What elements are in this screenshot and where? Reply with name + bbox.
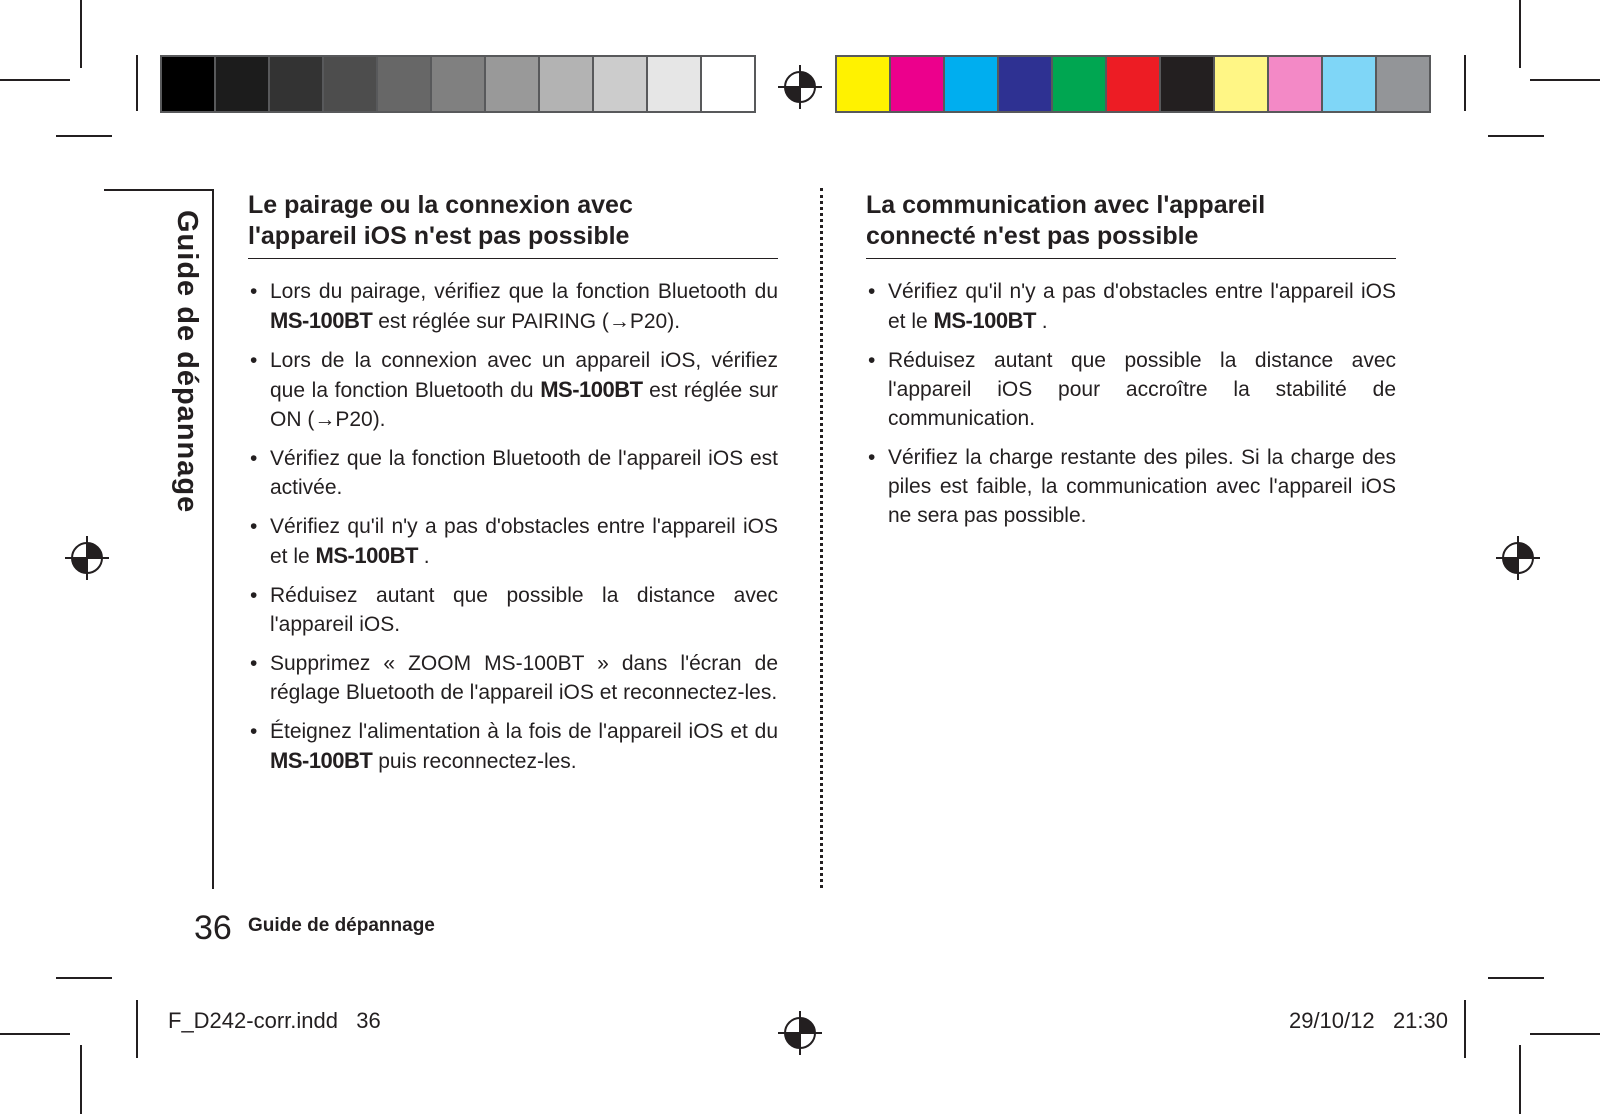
right-bullet-list — [866, 277, 1396, 530]
list-item: • Vérifiez que la fonction Bluetooth de l'appareil iOS est activée. — [248, 444, 778, 502]
footer-section-label: Guide de dépannage — [248, 915, 435, 936]
list-item: • Réduisez autant que possible la distance avec l'appareil iOS. — [248, 581, 778, 639]
list-item: • Réduisez autant que possible la distance avec l'appareil iOS pour accroître la stabilité de communication. — [866, 346, 1396, 433]
color-swatch — [1269, 57, 1321, 111]
color-swatch — [324, 57, 376, 111]
color-swatch — [648, 57, 700, 111]
slug-date-time: 29/10/12 21:30 — [1288, 1008, 1448, 1033]
slug-file-info: F_D242-corr.indd 36 — [168, 1008, 381, 1033]
color-swatch — [486, 57, 538, 111]
model-name: MS-100BT — [315, 543, 418, 568]
color-swatch — [270, 57, 322, 111]
column-divider — [820, 188, 823, 888]
left-heading: Le pairage ou la connexion avec l'appareil iOS n'est pas possible — [248, 190, 778, 259]
color-swatch — [162, 57, 214, 111]
color-swatch — [1323, 57, 1375, 111]
page-number: 36 — [194, 909, 232, 947]
registration-mark-icon — [778, 65, 822, 109]
list-item: • Lors du pairage, vérifiez que la fonction Bluetooth du MS-100BT est réglée sur PAIRING (→P20). — [248, 277, 778, 336]
list-item: • Vérifiez qu'il n'y a pas d'obstacles entre l'appareil iOS et le MS-100BT . — [866, 277, 1396, 336]
color-swatch — [432, 57, 484, 111]
color-swatch — [999, 57, 1051, 111]
side-tab-title: Guide de dépannage — [171, 210, 203, 514]
color-swatch — [891, 57, 943, 111]
registration-mark-icon — [1496, 536, 1540, 580]
color-swatch — [216, 57, 268, 111]
color-swatch — [837, 57, 889, 111]
color-swatch — [540, 57, 592, 111]
color-swatch — [594, 57, 646, 111]
model-name: MS-100BT — [933, 308, 1036, 333]
registration-mark-icon — [778, 1011, 822, 1055]
process-color-bar — [835, 55, 1431, 113]
list-item: • Vérifiez qu'il n'y a pas d'obstacles entre l'appareil iOS et le MS-100BT . — [248, 512, 778, 571]
list-item: • Éteignez l'alimentation à la fois de l'appareil iOS et du MS-100BT puis reconnectez-les. — [248, 717, 778, 776]
list-item: • Supprimez « ZOOM MS-100BT » dans l'écran de réglage Bluetooth de l'appareil iOS et reconnectez-les. — [248, 649, 778, 707]
list-item: • Lors de la connexion avec un appareil iOS, vérifiez que la fonction Bluetooth du MS-100BT est réglée sur ON (→P20). — [248, 346, 778, 434]
color-swatch — [1107, 57, 1159, 111]
model-name: MS-100BT — [270, 308, 373, 333]
color-swatch — [1215, 57, 1267, 111]
right-heading: La communication avec l'appareil connecté n'est pas possible — [866, 190, 1396, 259]
left-column — [248, 190, 778, 786]
left-bullet-list — [248, 277, 778, 776]
registration-mark-icon — [65, 536, 109, 580]
list-item: • Vérifiez la charge restante des piles. Si la charge des piles est faible, la communication avec l'appareil iOS ne sera pas possible. — [866, 443, 1396, 530]
model-name: MS-100BT — [540, 377, 643, 402]
color-swatch — [378, 57, 430, 111]
color-swatch — [702, 57, 754, 111]
color-swatch — [1161, 57, 1213, 111]
model-name: MS-100BT — [270, 748, 373, 773]
color-swatch — [945, 57, 997, 111]
color-swatch — [1053, 57, 1105, 111]
grayscale-color-bar — [160, 55, 756, 113]
color-swatch — [1377, 57, 1429, 111]
right-column — [866, 190, 1396, 540]
